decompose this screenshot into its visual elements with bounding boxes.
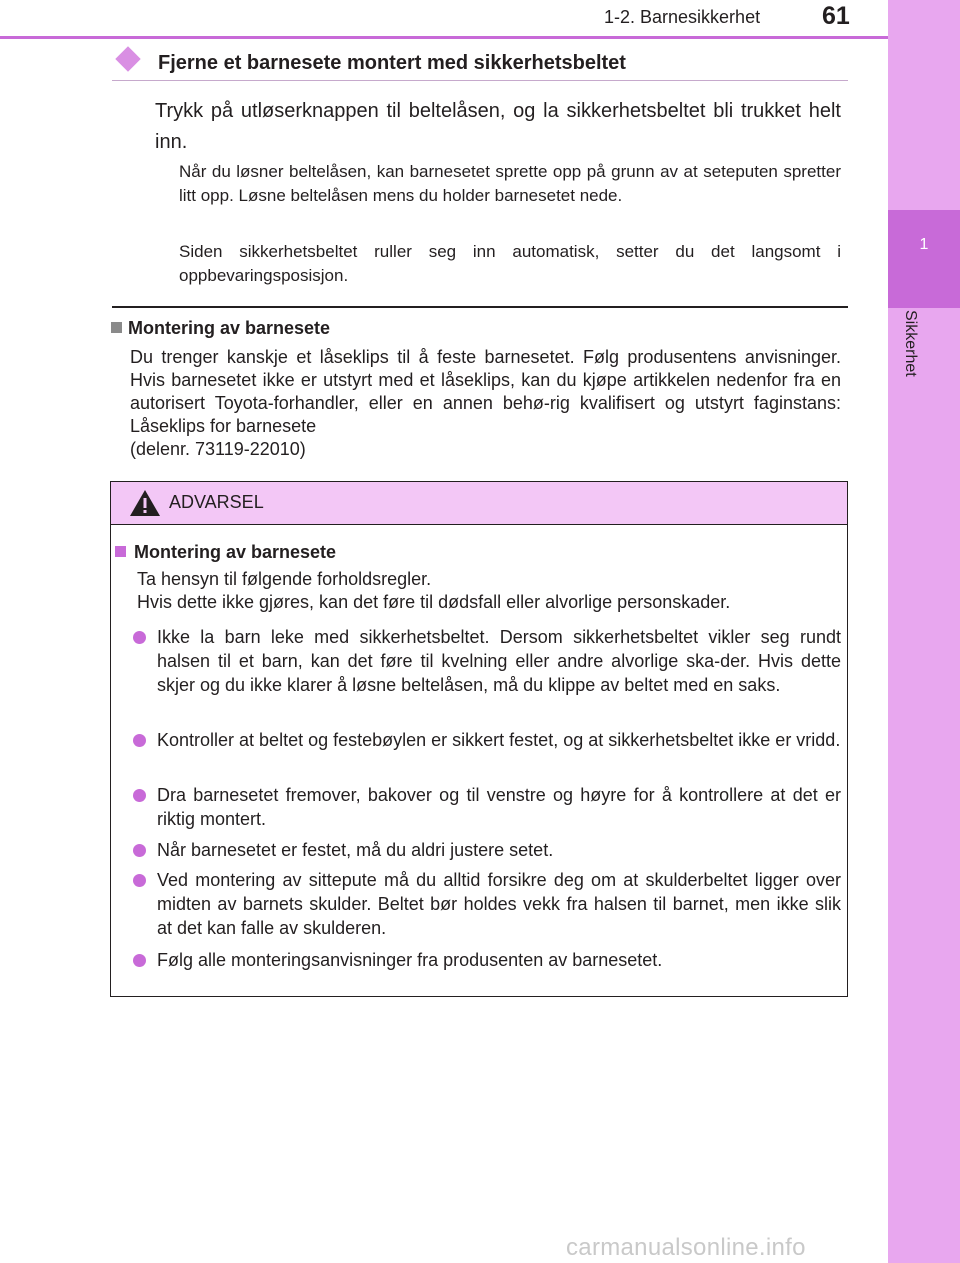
bullet-dot-icon: [133, 631, 146, 644]
watermark: carmanualsonline.info: [566, 1234, 806, 1261]
header-rule: [0, 36, 888, 39]
page-number: 61: [822, 2, 850, 30]
square-bullet-icon: [115, 546, 126, 557]
warning-title: ADVARSEL: [169, 492, 264, 512]
subheading-text: Montering av barnesete: [128, 318, 331, 338]
bullet-dot-icon: [133, 844, 146, 857]
header-section-title: 1-2. Barnesikkerhet: [604, 7, 761, 27]
section-heading-remove-seat: Fjerne et barnesete montert med sikkerhetsbeltet: [158, 52, 626, 74]
note-paragraph: Når du løsner beltelåsen, kan barnesetet sprette opp på grunn av at seteputen spretter litt opp. Løsne beltelåsen mens du holder barnesetet nede.: [179, 162, 841, 205]
subheading-mounting: [111, 318, 330, 339]
bullet-dot-icon: [133, 954, 146, 967]
bullet-text: Når barnesetet er festet, må du aldri justere setet.: [157, 840, 554, 860]
instruction-step: Trykk på utløserknappen til beltelåsen, og la sikkerhetsbeltet bli trukket helt inn.: [155, 100, 841, 153]
warning-bullet: [131, 838, 841, 862]
warning-bullet: [131, 948, 841, 972]
bullet-text: Ved montering av sittepute må du alltid forsikre deg om at skulderbeltet ligger over midten av barnets skulder. Beltet bør holdes vekk fra halsen til barnet, men ikke slik at det kan falle av skulderen.: [157, 870, 841, 938]
part-number: (delenr. 73119-22010): [130, 439, 306, 459]
chapter-number: 1: [919, 236, 929, 253]
bullet-dot-icon: [133, 874, 146, 887]
warning-bullet: [131, 728, 841, 752]
mounting-paragraph: [130, 346, 841, 461]
warning-subheading-text: Montering av barnesete: [134, 542, 337, 562]
warning-bullet: [131, 625, 841, 697]
warning-intro-line: Hvis dette ikke gjøres, kan det føre til dødsfall eller alvorlige personskader.: [137, 592, 731, 612]
bullet-text: Ikke la barn leke med sikkerhetsbeltet. Dersom sikkerhetsbeltet vikler seg rundt halsen til et barn, kan det føre til kvelning eller andre alvorlige ska-der. Hvis dette skjer og du ikke klarer å løsne beltelåsen, må du klippe av beltet med en saks.: [157, 627, 841, 695]
bullet-text: Følg alle monteringsanvisninger fra produsenten av barnesetet.: [157, 950, 663, 970]
warning-subheading: [115, 542, 336, 563]
heading-rule: [112, 80, 848, 81]
square-bullet-icon: [111, 322, 122, 333]
warning-bullet: [131, 783, 841, 831]
warning-triangle-icon: [129, 488, 161, 518]
bullet-dot-icon: [133, 789, 146, 802]
bullet-text: Dra barnesetet fremover, bakover og til venstre og høyre for å kontrollere at det er riktig montert.: [157, 785, 841, 829]
bullet-text: Kontroller at beltet og festebøylen er sikkert festet, og at sikkerhetsbeltet ikke er vridd.: [157, 730, 841, 750]
warning-bullet: [131, 868, 841, 940]
side-tab-column: [888, 0, 960, 1263]
bullet-dot-icon: [133, 734, 146, 747]
chapter-label-container: [897, 310, 919, 400]
section-divider: [112, 306, 848, 308]
warning-intro: [137, 568, 837, 614]
diamond-icon: [115, 46, 140, 71]
chapter-tab-active[interactable]: [888, 210, 960, 308]
warning-box: [110, 481, 848, 997]
chapter-label: Sikkerhet: [902, 310, 919, 377]
note-paragraph: Siden sikkerhetsbeltet ruller seg inn automatisk, setter du det langsomt i oppbevaringsposisjon.: [179, 242, 841, 285]
mounting-body: Du trenger kanskje et låseklips til å feste barnesetet. Følg produsentens anvisninger. Hvis barnesetet ikke er utstyrt med et låseklips, kan du kjøpe artikkelen nedenfor fra en autorisert Toyota-forhandler, eller en annen behø-rig kvalifisert og utstyrt faginstans: Låseklips for barnesete: [130, 347, 841, 436]
warning-header: [111, 482, 847, 525]
warning-intro-line: Ta hensyn til følgende forholdsregler.: [137, 569, 432, 589]
